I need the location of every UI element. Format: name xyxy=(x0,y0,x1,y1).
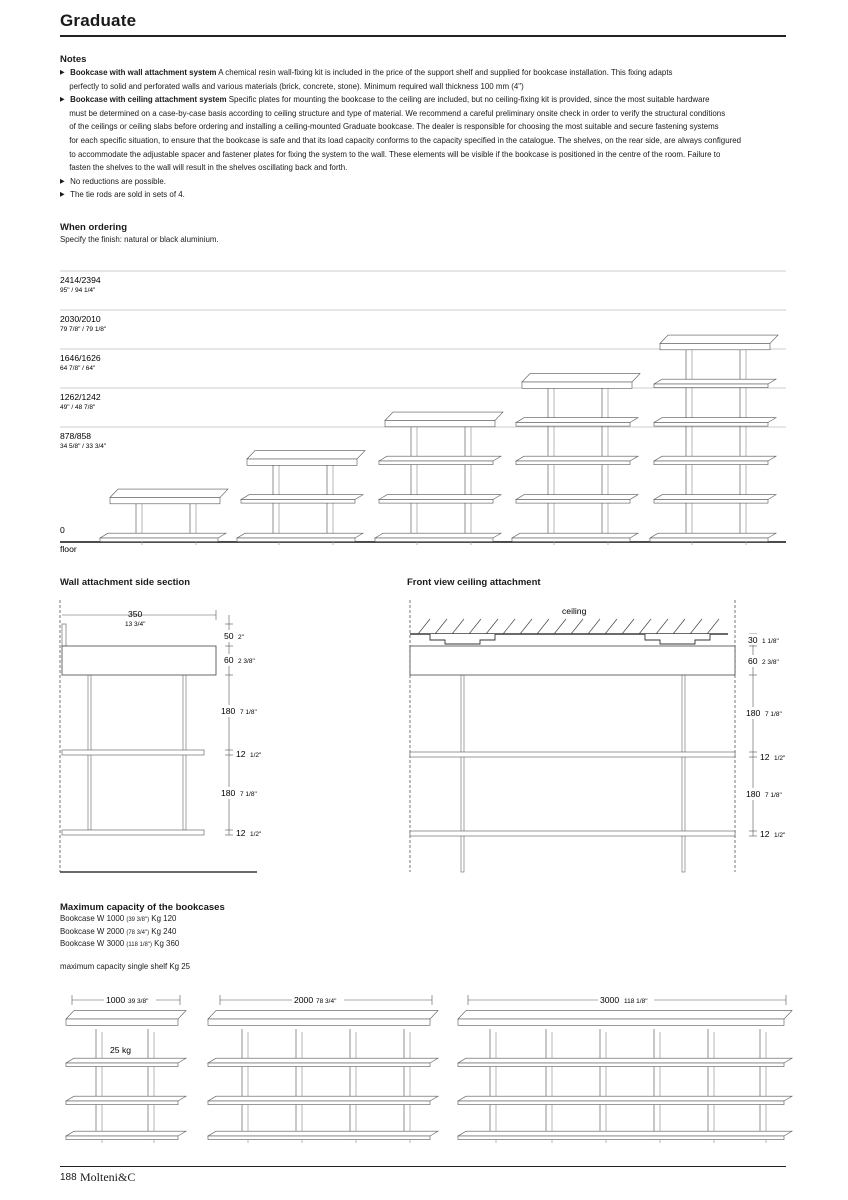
dim-mm: 180 xyxy=(221,788,236,798)
shelf-top xyxy=(654,379,776,384)
note-item: ▶ No reductions are possible. xyxy=(60,175,741,189)
shelf-top xyxy=(516,456,638,461)
shelf-top xyxy=(458,1011,792,1019)
width-inch: 13 3/4" xyxy=(125,621,146,628)
ordering-section xyxy=(60,222,232,247)
shelf-top xyxy=(241,495,363,500)
shelf-top xyxy=(66,1011,186,1019)
note-line: of the ceilings or ceiling slabs before ordering and installing a ceiling-mounted Graduate bookcase. The dealer is responsible for choosing the most suitable and secure fastening systems xyxy=(69,121,719,132)
dim-mm: 12 xyxy=(760,752,770,762)
shelf-front xyxy=(379,500,493,504)
shelf-top xyxy=(660,335,778,343)
level-inch: 95" / 94 1/4" xyxy=(60,287,96,294)
shelf-top xyxy=(379,456,501,461)
page-title: Graduate xyxy=(60,11,137,30)
footer-rule xyxy=(60,1166,786,1167)
shelf-front xyxy=(208,1019,430,1025)
level-inch: 64 7/8" / 64" xyxy=(60,365,96,372)
dim-inch: 2" xyxy=(238,634,244,641)
ordering-heading: When ordering xyxy=(60,222,128,233)
shelf-front xyxy=(522,382,632,388)
note-line: A chemical resin wall-fixing kit is included in the price of the support shelf and supplied for bookcase installation. This fixing adapts xyxy=(216,67,673,77)
dim-mm: 12 xyxy=(236,828,246,838)
capacity-row: Bookcase W 2000 (78 3/4") Kg 240 xyxy=(60,925,177,936)
shelf-top xyxy=(66,1131,186,1136)
dim-mm: 60 xyxy=(748,656,758,666)
dim-inch: 1/2" xyxy=(250,831,262,838)
capacity-row: Bookcase W 1000 (39 3/8") Kg 120 xyxy=(60,913,177,923)
shelf-top xyxy=(247,451,365,459)
level-inch: 49" / 48 7/8" xyxy=(60,404,96,411)
shelf-front xyxy=(66,1019,178,1025)
shelf-front xyxy=(375,538,493,542)
height-elevation-diagram xyxy=(0,265,848,555)
shelf-front xyxy=(66,1101,178,1105)
level-inch: 34 5/8" / 33 3/4" xyxy=(60,443,107,450)
shelf-front xyxy=(654,500,768,504)
shelf-top xyxy=(458,1096,792,1101)
shelf-top xyxy=(516,495,638,500)
shelf-top xyxy=(100,533,226,538)
shelf-front xyxy=(100,538,218,542)
dim-inch: 2 3/8" xyxy=(238,658,255,665)
shelf-front xyxy=(110,498,220,504)
shelf-front xyxy=(241,500,355,504)
notes-list xyxy=(60,66,741,202)
capacity-bookcases xyxy=(66,1011,792,1143)
note-bold: Bookcase with wall attachment system xyxy=(70,67,217,77)
dim-mm: 12 xyxy=(760,829,770,839)
shelf-top xyxy=(516,418,638,423)
single-shelf-capacity: maximum capacity single shelf Kg 25 xyxy=(60,960,191,971)
note-line: must be determined on a case-by-case basis according to ceiling structure and type of material. We recommend a careful preliminary onsite check in order to verify the structural conditions xyxy=(69,107,726,118)
dim-inch: 1/2" xyxy=(774,832,786,839)
dim-mm: 12 xyxy=(236,749,246,759)
level-zero: 0 xyxy=(60,525,65,535)
notes-section xyxy=(60,54,800,202)
shelf-front xyxy=(458,1101,784,1105)
shelf-top xyxy=(375,533,501,538)
hatch-line xyxy=(605,619,617,634)
wall-section-heading: Wall attachment side section xyxy=(60,577,191,588)
width-mm: 1000 xyxy=(106,995,126,1005)
hatch-line xyxy=(486,619,498,634)
dim-mm: 50 xyxy=(224,631,234,641)
shelf-front xyxy=(458,1019,784,1025)
capacity-section xyxy=(60,902,225,973)
note-bold: Bookcase with ceiling attachment system xyxy=(70,94,227,105)
note-item: ▶ The tie rods are sold in sets of 4. xyxy=(60,188,741,202)
level-mm: 1646/1626 xyxy=(60,353,101,363)
shelf-load-label: 25 kg xyxy=(110,1045,132,1055)
dim-inch: 1/2" xyxy=(250,752,262,759)
shelf-front xyxy=(458,1063,784,1067)
shelf-front xyxy=(379,461,493,465)
hatch-line xyxy=(418,619,430,634)
note-item xyxy=(60,66,741,80)
hatch-line xyxy=(435,619,447,634)
note-line: fasten the shelves to the wall will result in the shelves oscillating back and forth. xyxy=(69,162,348,173)
shelf-front xyxy=(247,459,357,465)
note-line: perfectly to solid and perforated walls and various materials (brick, concrete, stone). Minimum required wall thickness 100 mm (4") xyxy=(69,80,524,91)
page-number: 188 xyxy=(60,1172,77,1183)
width-inch: 78 3/4" xyxy=(316,998,337,1005)
dim-inch: 2 3/8" xyxy=(762,659,779,666)
hatch-line xyxy=(639,619,651,634)
level-mm: 1262/1242 xyxy=(60,392,101,402)
shelf-top xyxy=(66,1096,186,1101)
shelf-front xyxy=(516,500,630,504)
shelf-front xyxy=(458,1136,784,1140)
hatch-line xyxy=(452,619,464,634)
dim-inch: 7 1/8" xyxy=(240,791,257,798)
shelf-front xyxy=(654,384,768,388)
hatch-line xyxy=(588,619,600,634)
level-mm: 2414/2394 xyxy=(60,275,101,285)
shelf-front xyxy=(208,1063,430,1067)
shelf-top xyxy=(522,374,640,382)
hatch-line xyxy=(656,619,668,634)
hatch-line xyxy=(690,619,702,634)
note-line: to accommodate the adjustable spacer and fastener plates for fixing the system to the wall. These elements will be visible if the bookcase is positioned in the centre of the room. Failure to xyxy=(69,148,721,159)
width-inch: 118 1/8" xyxy=(624,998,648,1005)
ceiling-label: ceiling xyxy=(562,606,587,616)
capacity-heading: Maximum capacity of the bookcases xyxy=(60,902,225,913)
shelf-front xyxy=(237,538,355,542)
shelf-top xyxy=(654,456,776,461)
capacity-bookcases-diagram xyxy=(0,990,848,1150)
dim-mm: 30 xyxy=(748,635,758,645)
shelf-top xyxy=(458,1131,792,1136)
floor-label: floor xyxy=(60,544,77,554)
ceiling-section-heading: Front view ceiling attachment xyxy=(407,577,541,588)
shelf-top xyxy=(66,1058,186,1063)
wall-section-diagram xyxy=(0,595,400,880)
shelf-top xyxy=(385,412,503,420)
hatch-line xyxy=(469,619,481,634)
shelf-top xyxy=(208,1058,438,1063)
capacity-list xyxy=(60,913,212,951)
title-rule xyxy=(60,35,786,37)
dim-inch: 7 1/8" xyxy=(240,709,257,716)
hatch-line xyxy=(673,619,685,634)
ordering-text: Specify the finish: natural or black aluminium. xyxy=(60,234,219,244)
shelf-top xyxy=(208,1096,438,1101)
capacity-row: Bookcase W 3000 (118 1/8") Kg 360 xyxy=(60,938,180,948)
note-line: Specific plates for mounting the bookcase to the ceiling are included, but no ceiling-fixing kit is provided, since the most suitable hardware xyxy=(226,94,710,105)
dim-inch: 7 1/8" xyxy=(765,792,782,799)
hatch-line xyxy=(537,619,549,634)
shelf-top xyxy=(208,1131,438,1136)
shelf-front xyxy=(516,423,630,427)
width-mm: 350 xyxy=(128,609,143,619)
dim-inch: 1 1/8" xyxy=(762,638,779,645)
shelf-front xyxy=(66,1136,178,1140)
ceiling-section-diagram xyxy=(400,595,800,880)
brand-logo: Molteni&C xyxy=(80,1170,136,1184)
shelf-front xyxy=(512,538,630,542)
dim-inch: 7 1/8" xyxy=(765,711,782,718)
note-item xyxy=(60,93,741,107)
level-mm: 878/858 xyxy=(60,431,92,441)
shelf-front xyxy=(654,461,768,465)
hatch-line xyxy=(622,619,634,634)
dim-mm: 180 xyxy=(221,706,236,716)
hatch-line xyxy=(554,619,566,634)
hatch-line xyxy=(503,619,515,634)
notes-heading: Notes xyxy=(60,54,87,65)
shelf-top xyxy=(650,533,776,538)
shelf-front xyxy=(516,461,630,465)
dim-mm: 180 xyxy=(746,789,761,799)
shelf-top xyxy=(654,418,776,423)
dim-mm: 60 xyxy=(224,655,234,665)
shelf-top xyxy=(458,1058,792,1063)
shelf-top xyxy=(512,533,638,538)
width-mm: 3000 xyxy=(600,995,620,1005)
shelf-top xyxy=(379,495,501,500)
hatch-line xyxy=(520,619,532,634)
note-line: for each specific situation, to ensure that the bookcase is safe and that its load capacity conforms to the capacity specified in the catalogue. The shelves, on the rear side, are always configured xyxy=(69,134,742,145)
shelf-front xyxy=(66,1063,178,1067)
shelf-top xyxy=(654,495,776,500)
width-inch: 39 3/8" xyxy=(128,998,149,1005)
level-inch: 79 7/8" / 79 1/8" xyxy=(60,326,107,333)
width-mm: 2000 xyxy=(294,995,314,1005)
dim-inch: 1/2" xyxy=(774,755,786,762)
shelf-front xyxy=(654,423,768,427)
shelf-top xyxy=(110,489,228,497)
shelf-front xyxy=(385,421,495,427)
hatch-line xyxy=(707,619,719,634)
level-mm: 2030/2010 xyxy=(60,314,101,324)
bookcase-towers xyxy=(100,335,778,545)
shelf-front xyxy=(650,538,768,542)
shelf-front xyxy=(660,344,770,350)
shelf-top xyxy=(237,533,363,538)
shelf-top xyxy=(208,1011,438,1019)
shelf-front xyxy=(208,1136,430,1140)
dim-mm: 180 xyxy=(746,708,761,718)
ceiling-hatch xyxy=(418,619,719,634)
shelf-front xyxy=(208,1101,430,1105)
hatch-line xyxy=(571,619,583,634)
